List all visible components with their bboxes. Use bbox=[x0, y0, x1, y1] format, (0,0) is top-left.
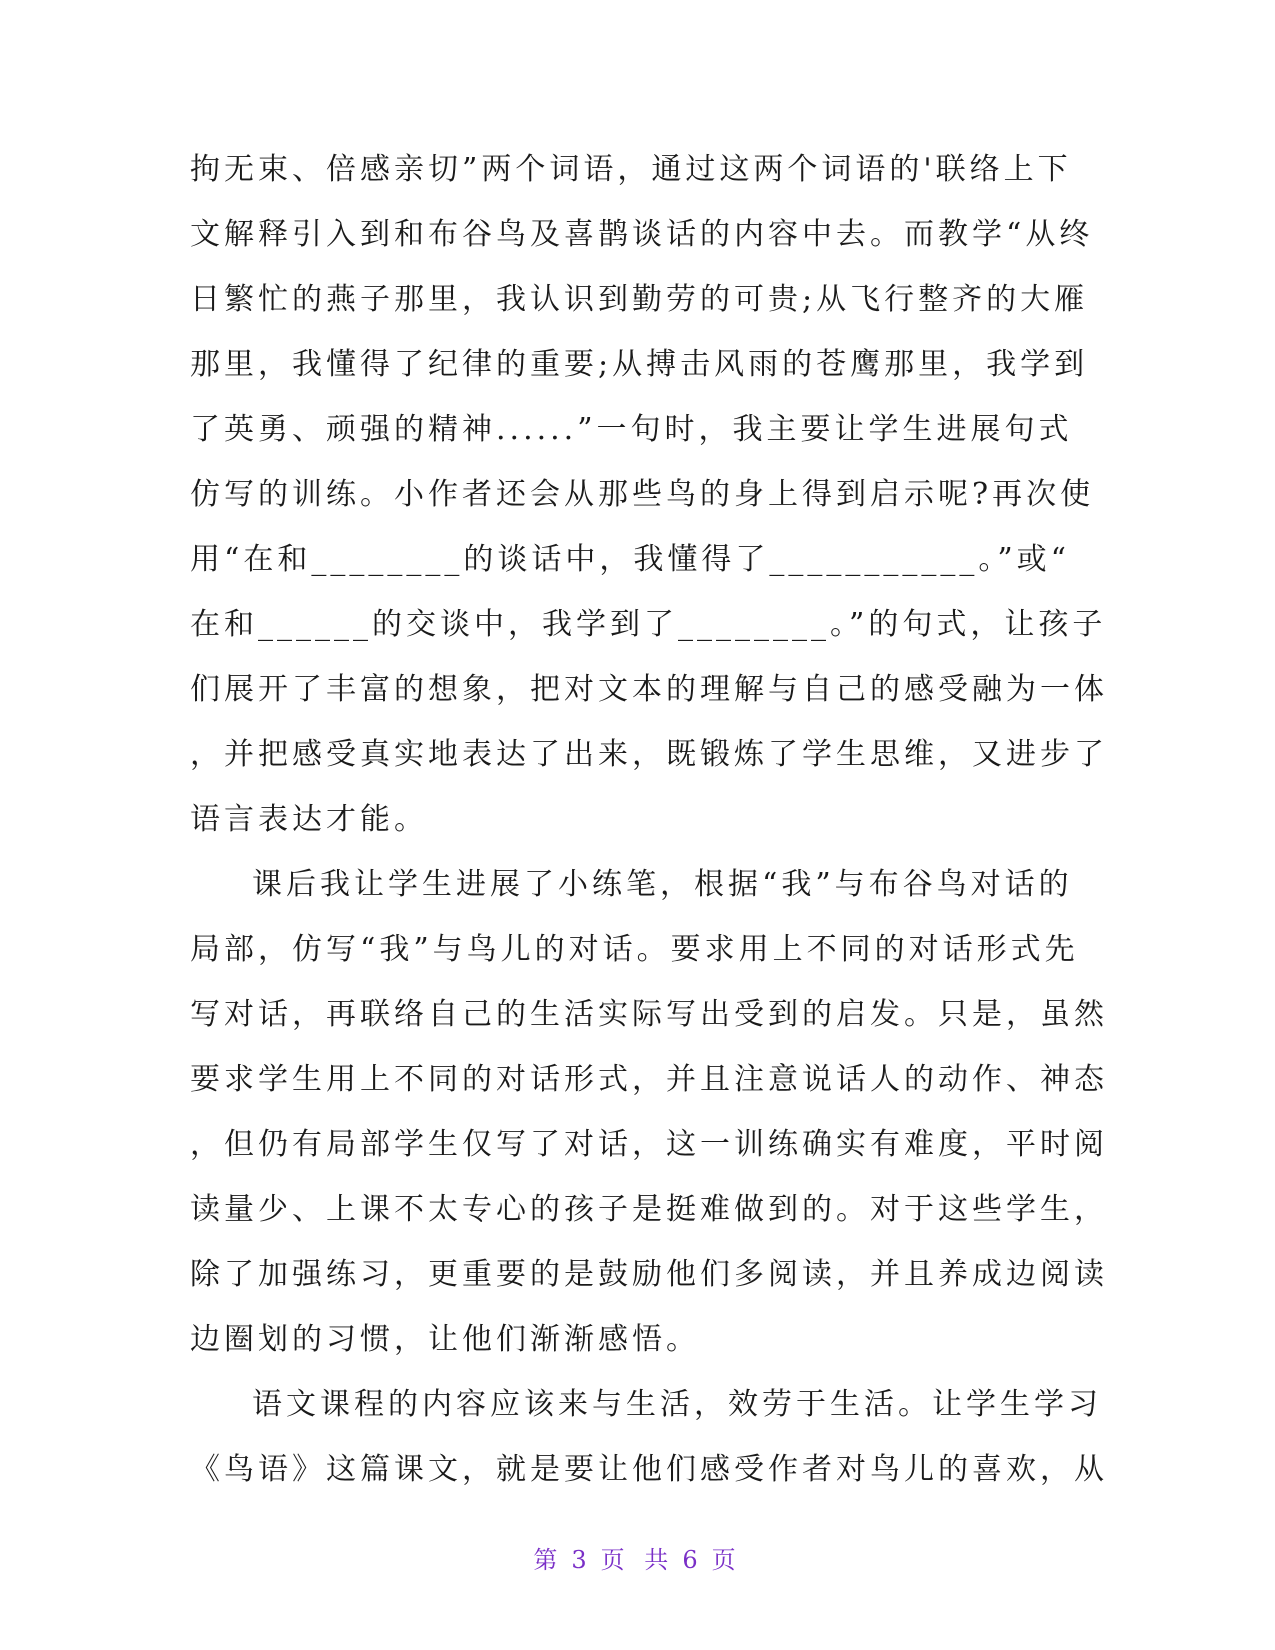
text-line: 课后我让学生进展了小练笔，根据“我”与布谷鸟对话的 bbox=[252, 867, 1073, 902]
text-line: ，但仍有局部学生仅写了对话，这一训练确实有难度，平时阅 bbox=[190, 1127, 1108, 1162]
text-line: 了英勇、顽强的精神......”一句时，我主要让学生进展句式 bbox=[190, 412, 1073, 447]
footer-mid: 页 共 bbox=[600, 1546, 675, 1574]
text-line: 局部，仿写“我”与鸟儿的对话。要求用上不同的对话形式先 bbox=[190, 932, 1079, 967]
total-page-count: 6 bbox=[682, 1546, 704, 1574]
text-line: 边圈划的习惯，让他们渐渐感悟。 bbox=[190, 1322, 700, 1357]
text-line: 要求学生用上不同的对话形式，并且注意说话人的动作、神态 bbox=[190, 1062, 1108, 1097]
text-line: 仿写的训练。小作者还会从那些鸟的身上得到启示呢?再次使 bbox=[190, 477, 1095, 512]
text-line: 《鸟语》这篇课文，就是要让他们感受作者对鸟儿的喜欢，从 bbox=[190, 1452, 1108, 1487]
current-page-number: 3 bbox=[571, 1546, 593, 1574]
text-line: 们展开了丰富的想象，把对文本的理解与自己的感受融为一体 bbox=[190, 672, 1108, 707]
footer-prefix: 第 bbox=[533, 1546, 564, 1574]
text-line: 在和______的交谈中，我学到了________。”的句式，让孩子 bbox=[190, 607, 1107, 642]
text-line: 语言表达才能。 bbox=[190, 802, 428, 837]
text-line: 语文课程的内容应该来与生活，效劳于生活。让学生学习 bbox=[252, 1387, 1102, 1422]
page-footer bbox=[0, 1540, 1275, 1575]
text-line: 那里，我懂得了纪律的重要;从搏击风雨的苍鹰那里，我学到 bbox=[190, 347, 1089, 382]
text-line: 日繁忙的燕子那里，我认识到勤劳的可贵;从飞行整齐的大雁 bbox=[190, 282, 1089, 317]
text-line: 文解释引入到和布谷鸟及喜鹊谈话的内容中去。而教学“从终 bbox=[190, 217, 1094, 252]
footer-suffix: 页 bbox=[711, 1546, 742, 1574]
text-line: 用“在和________的谈话中，我懂得了___________。”或“ bbox=[190, 542, 1071, 577]
text-line: ，并把感受真实地表达了出来，既锻炼了学生思维，又进步了 bbox=[190, 737, 1108, 772]
text-line: 除了加强练习，更重要的是鼓励他们多阅读，并且养成边阅读 bbox=[190, 1257, 1108, 1292]
document-body bbox=[190, 137, 1108, 1502]
text-line: 写对话，再联络自己的生活实际写出受到的启发。只是，虽然 bbox=[190, 997, 1108, 1032]
text-line: 拘无束、倍感亲切”两个词语，通过这两个词语的'联络上下 bbox=[190, 152, 1072, 187]
text-line: 读量少、上课不太专心的孩子是挺难做到的。对于这些学生， bbox=[190, 1192, 1108, 1227]
